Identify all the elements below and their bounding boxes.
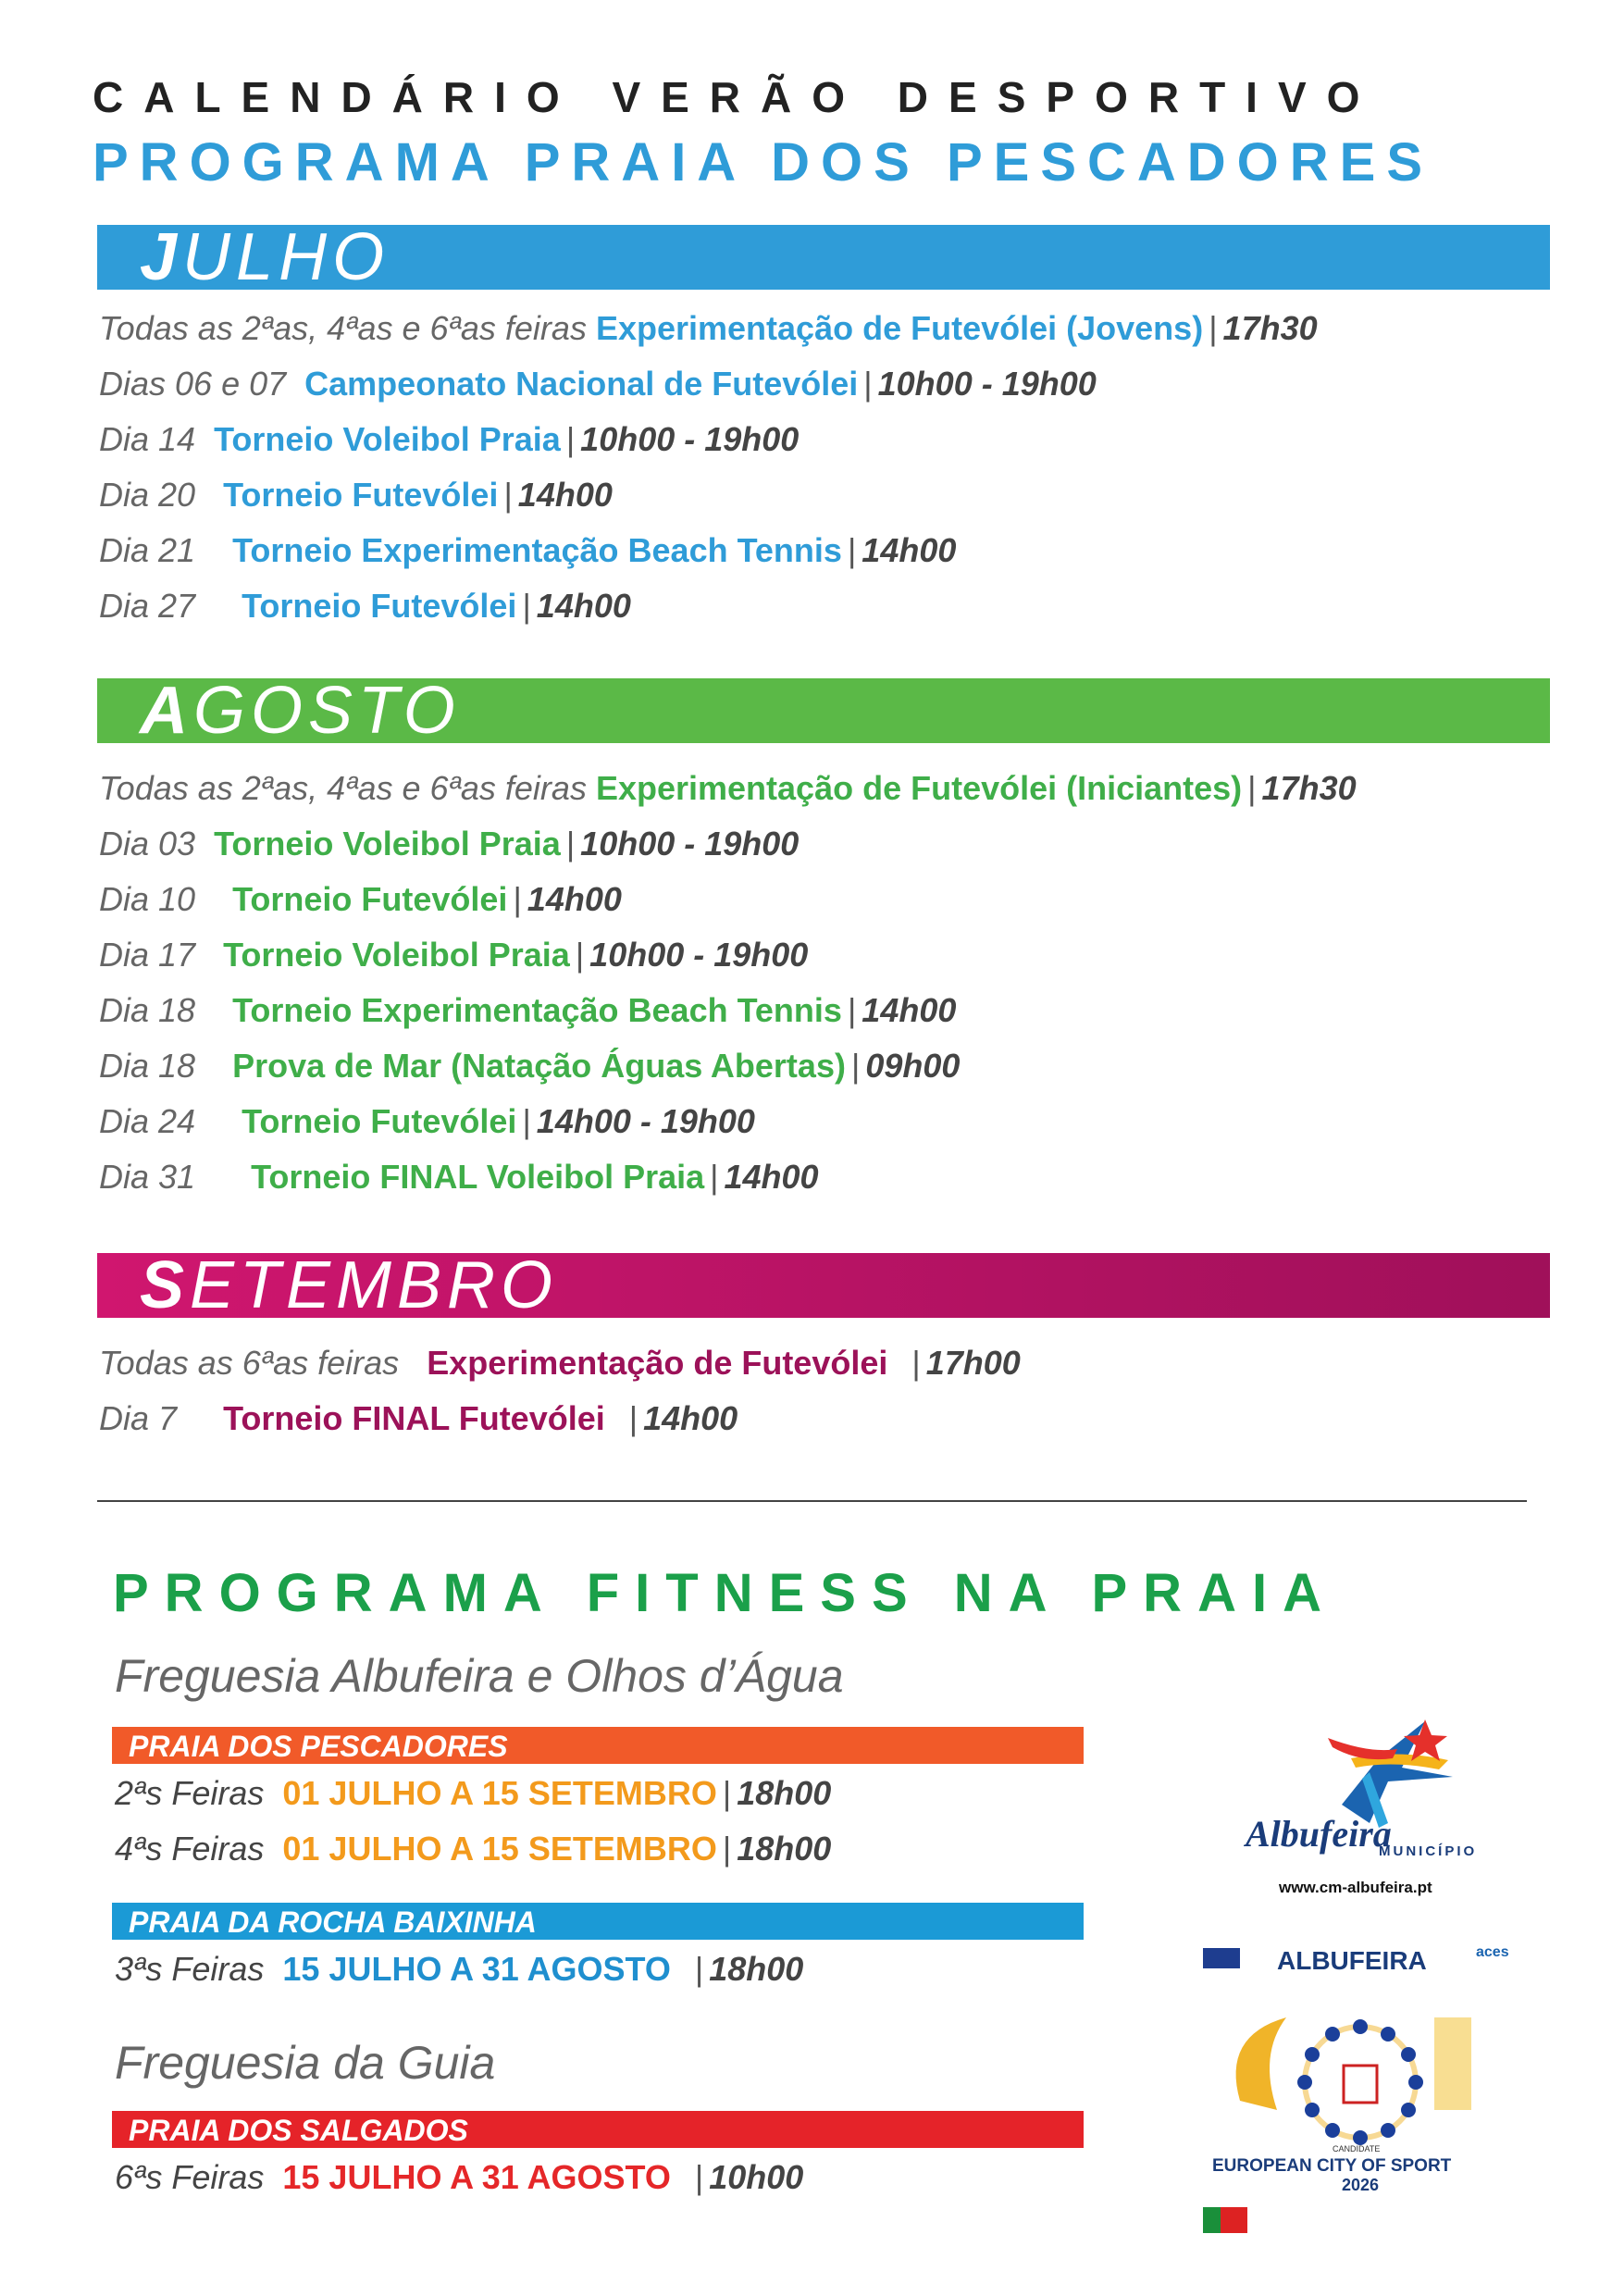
beach-bar-rocha-baixinha: [112, 1903, 1084, 1940]
event-name: Torneio Experimentação Beach Tennis: [232, 531, 842, 569]
event-time: 14h00 - 19h00: [536, 1102, 755, 1140]
fitness-separator: |: [694, 1950, 704, 1988]
event-separator: |: [503, 476, 513, 514]
event-row: [99, 879, 622, 920]
event-row: [99, 475, 613, 515]
freguesia-heading: Freguesia da Guia: [115, 2037, 496, 2089]
event-name: Prova de Mar (Natação Águas Abertas): [232, 1047, 846, 1085]
fitness-separator: |: [694, 2158, 704, 2196]
month-initial: A: [140, 674, 193, 748]
month-label: [140, 675, 461, 747]
fitness-dates: 01 JULHO A 15 SETEMBRO: [282, 1830, 717, 1868]
section-divider: [97, 1500, 1527, 1502]
event-date: Dia 27: [99, 587, 196, 625]
event-date: Dia 17: [99, 936, 196, 974]
event-separator: |: [565, 825, 576, 863]
event-date: Dia 7: [99, 1399, 178, 1437]
stars-ring-icon: [1221, 1980, 1499, 2147]
portugal-flag-icon: [1203, 2207, 1247, 2233]
eu-flag-icon: [1203, 1948, 1240, 1968]
event-separator: |: [575, 936, 585, 974]
event-row: [99, 364, 1097, 404]
logo-name: Albufeira: [1246, 1813, 1392, 1855]
event-row: [99, 768, 1357, 809]
fitness-dates: 01 JULHO A 15 SETEMBRO: [282, 1774, 717, 1812]
event-time: 14h00: [527, 880, 622, 918]
fitness-separator: |: [722, 1830, 732, 1868]
ecs-line: EUROPEAN CITY OF SPORT: [1212, 2156, 1452, 2176]
event-time: 10h00 - 19h00: [580, 825, 800, 863]
event-time: 17h30: [1261, 769, 1357, 807]
event-date: Todas as 2ªas, 4ªas e 6ªas feiras: [99, 309, 587, 347]
event-row: [99, 1157, 819, 1198]
fitness-dates: 15 JULHO A 31 AGOSTO: [282, 1950, 671, 1988]
event-time: 17h00: [925, 1344, 1021, 1382]
event-separator: |: [513, 880, 522, 918]
event-separator: |: [1247, 769, 1257, 807]
fitness-separator: |: [722, 1774, 732, 1812]
poster-subtitle: PROGRAMA PRAIA DOS PESCADORES: [93, 132, 1434, 192]
fitness-day: 2ªs Feiras: [115, 1774, 265, 1812]
fitness-day: 6ªs Feiras: [115, 2158, 265, 2196]
event-separator: |: [1209, 309, 1218, 347]
event-row: [99, 586, 631, 627]
event-separator: |: [911, 1344, 921, 1382]
logo-url: www.cm-albufeira.pt: [1279, 1879, 1432, 1896]
event-name: Torneio FINAL Voleibol Praia: [251, 1158, 705, 1196]
event-time: 10h00 - 19h00: [580, 420, 800, 458]
event-time: 10h00 - 19h00: [877, 365, 1097, 403]
event-row: [99, 308, 1318, 349]
event-name: Torneio Voleibol Praia: [214, 825, 561, 863]
month-label: [140, 221, 390, 293]
event-time: 10h00 - 19h00: [589, 936, 809, 974]
fitness-title: PROGRAMA FITNESS NA PRAIA: [113, 1563, 1337, 1623]
event-date: Dia 14: [99, 420, 196, 458]
event-name: Torneio Futevólei: [242, 1102, 517, 1140]
event-date: Dia 24: [99, 1102, 196, 1140]
fitness-day: 4ªs Feiras: [115, 1830, 265, 1868]
event-date: Dia 31: [99, 1158, 196, 1196]
ecs-city: ALBUFEIRA: [1277, 1946, 1427, 1975]
event-row: [99, 1046, 960, 1086]
event-row: [99, 935, 808, 975]
month-bar-setembro: [97, 1248, 1550, 1322]
event-time: 14h00: [724, 1158, 819, 1196]
event-time: 14h00: [517, 476, 613, 514]
event-date: Dia 18: [99, 1047, 196, 1085]
european-city-sport-badge: [1194, 1930, 1527, 2281]
event-name: Torneio Experimentação Beach Tennis: [232, 991, 842, 1029]
event-time: 14h00: [862, 991, 957, 1029]
event-time: 14h00: [862, 531, 957, 569]
event-row: [99, 990, 956, 1031]
fitness-row: [115, 2157, 803, 2198]
ecs-candidate: CANDIDATE: [1333, 2144, 1381, 2153]
event-separator: |: [628, 1399, 638, 1437]
event-name: Torneio Voleibol Praia: [223, 936, 570, 974]
event-name: Experimentação de Futevólei (Iniciantes): [595, 769, 1243, 807]
fitness-row: [115, 1949, 803, 1990]
logo-sub: MUNICÍPIO: [1379, 1843, 1478, 1859]
fitness-day: 3ªs Feiras: [115, 1950, 265, 1988]
event-time: 14h00: [536, 587, 631, 625]
aces-logo: aces: [1476, 1944, 1509, 1960]
ecs-year: 2026: [1342, 2176, 1380, 2194]
event-date: Dias 06 e 07: [99, 365, 287, 403]
event-row: [99, 1101, 755, 1142]
event-name: Torneio Voleibol Praia: [214, 420, 561, 458]
fitness-dates: 15 JULHO A 31 AGOSTO: [282, 2158, 671, 2196]
event-time: 09h00: [865, 1047, 961, 1085]
event-separator: |: [863, 365, 873, 403]
fitness-row: [115, 1829, 831, 1869]
event-row: [99, 419, 799, 460]
beach-name: PRAIA DA ROCHA BAIXINHA: [129, 1905, 537, 1939]
event-date: Todas as 2ªas, 4ªas e 6ªas feiras: [99, 769, 587, 807]
fitness-time: 18h00: [737, 1830, 832, 1868]
event-date: Dia 21: [99, 531, 196, 569]
event-name: Torneio Futevólei: [223, 476, 499, 514]
event-date: Todas as 6ªas feiras: [99, 1344, 400, 1382]
beach-bar-pescadores: [112, 1727, 1084, 1764]
albufeira-logo: [1240, 1703, 1481, 1896]
beach-name: PRAIA DOS PESCADORES: [129, 1730, 508, 1763]
event-separator: |: [522, 1102, 531, 1140]
fitness-row: [115, 1773, 831, 1814]
event-separator: |: [522, 587, 531, 625]
event-row: [99, 1398, 738, 1439]
event-separator: |: [565, 420, 576, 458]
freguesia-heading: Freguesia Albufeira e Olhos d’Água: [115, 1650, 844, 1702]
event-date: Dia 03: [99, 825, 196, 863]
event-name: Experimentação de Futevólei: [427, 1344, 888, 1382]
event-name: Campeonato Nacional de Futevólei: [304, 365, 859, 403]
event-row: [99, 1343, 1021, 1384]
event-name: Torneio Futevólei: [242, 587, 517, 625]
poster-title: CALENDÁRIO VERÃO DESPORTIVO: [93, 73, 1381, 121]
event-date: Dia 20: [99, 476, 196, 514]
event-separator: |: [847, 991, 857, 1029]
fitness-time: 18h00: [709, 1950, 804, 1988]
month-rest: ETEMBRO: [190, 1248, 559, 1322]
month-rest: GOSTO: [193, 674, 461, 748]
month-rest: ULHO: [182, 220, 391, 294]
fitness-time: 10h00: [709, 2158, 804, 2196]
month-initial: S: [140, 1248, 191, 1322]
month-bar-julho: [97, 220, 1550, 294]
beach-name: PRAIA DOS SALGADOS: [129, 2114, 468, 2147]
month-initial: J: [140, 220, 183, 294]
event-separator: |: [710, 1158, 719, 1196]
event-time: 14h00: [643, 1399, 738, 1437]
event-row: [99, 824, 799, 864]
beach-bar-salgados: [112, 2111, 1084, 2148]
month-label: [140, 1249, 558, 1322]
event-name: Torneio Futevólei: [232, 880, 508, 918]
event-row: [99, 530, 956, 571]
event-name: Torneio FINAL Futevólei: [223, 1399, 605, 1437]
event-name: Experimentação de Futevólei (Jovens): [595, 309, 1204, 347]
event-date: Dia 18: [99, 991, 196, 1029]
event-time: 17h30: [1222, 309, 1318, 347]
fitness-time: 18h00: [737, 1774, 832, 1812]
event-separator: |: [847, 531, 857, 569]
month-bar-agosto: [97, 674, 1550, 748]
event-separator: |: [850, 1047, 861, 1085]
event-date: Dia 10: [99, 880, 196, 918]
